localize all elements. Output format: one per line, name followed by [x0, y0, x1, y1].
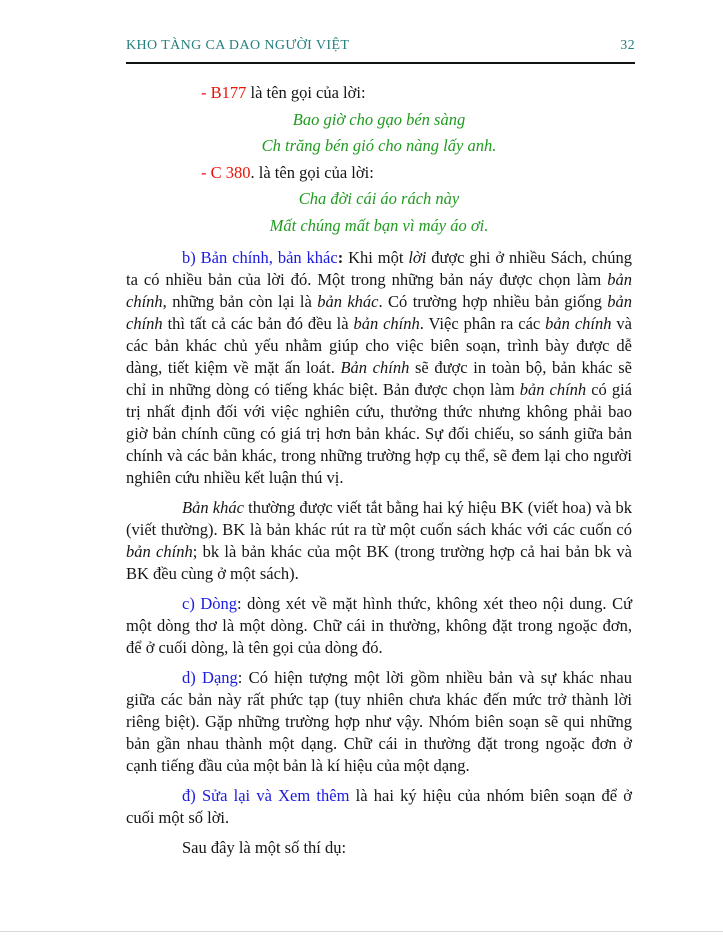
text-segment: Bản chính: [340, 358, 410, 377]
text-segment: : dòng xét về mặt hình thức, không xét theo nội dung. Cứ một dòng thơ là một dòng. Chữ cái in thường, không đặt trong ngoặc đơn, để ở cuối dòng, là tên gọi của dòng đó.: [126, 594, 633, 657]
text-segment: :: [337, 248, 344, 267]
text-segment: bản chính: [519, 380, 587, 399]
example-intro: [126, 160, 632, 187]
page-content: [126, 80, 632, 859]
text-segment: Sau đây là một số thí dụ:: [182, 838, 347, 857]
text-segment: d) Dạng: [182, 668, 238, 687]
text-segment: đ) Sửa lại và Xem thêm: [182, 786, 350, 805]
example-intro: [126, 80, 632, 107]
text-segment: Bản khác: [182, 498, 244, 517]
text-segment: là tên gọi của lời:: [246, 83, 366, 102]
text-segment: c) Dòng: [182, 594, 238, 613]
text-segment: bản chính: [545, 314, 612, 333]
text-segment: bản chính: [353, 314, 420, 333]
verse-line: Mất chúng mất bạn vì máy áo ơi.: [269, 215, 489, 235]
paragraph-c: [126, 593, 632, 659]
paragraph-ban-khac: [126, 497, 632, 585]
text-segment: . là tên gọi của lời:: [250, 162, 374, 182]
text-segment: có giá trị nhất định đối với việc nghiên cứu, thưởng thức nhưng không phải bao giờ bản chính cũng có giá trị hơn bản khác. Sự đối chiếu, so sánh giữa bản chính và các bản khác, trong những trường hợp cụ thể, sẽ đem lại cho người nghiên cứu nhiều kết luận thú vị.: [126, 380, 632, 487]
text-segment: bản chính: [126, 542, 193, 561]
page-number: 32: [620, 38, 635, 53]
paragraph-b: [126, 247, 632, 489]
page-bottom-border: [0, 931, 723, 932]
text-segment: - B177: [201, 83, 247, 102]
closing-line: [126, 837, 632, 859]
paragraph-dd: [126, 785, 632, 829]
text-segment: bản khác: [317, 292, 379, 311]
text-segment: Khi một: [343, 248, 409, 267]
text-segment: là hai ký hiệu của nhóm biên soạn để ở cuối một số lời.: [126, 786, 633, 827]
text-segment: ; bk là bản khác của một BK (trong trường hợp cả hai bản bk và BK đều cùng ở một sách).: [126, 542, 632, 583]
text-segment: b) Bản chính, bản khác: [182, 248, 338, 267]
text-segment: được ghi ở nhiều Sách, chúng ta có nhiều bản của lời đó. Một trong những bản náy được chọn làm: [126, 248, 632, 289]
text-segment: . Có trường hợp nhiều bản giống: [378, 292, 608, 311]
example-block-c380: [126, 160, 632, 240]
paragraph-d: [126, 667, 632, 777]
header-rule: [126, 62, 635, 64]
text-segment: - C 380: [201, 162, 251, 182]
text-segment: bản chính: [126, 292, 632, 333]
verse-line: Ch trăng bén gió cho nàng lấy anh.: [261, 136, 497, 155]
text-segment: lời: [408, 248, 427, 267]
text-segment: . Việc phân ra các: [419, 314, 546, 333]
text-segment: thường được viết tắt bằng hai ký hiệu BK (viết hoa) và bk (viết thường). BK là bản khác rút ra từ một cuốn sách khác với các cuốn có: [126, 498, 632, 539]
text-segment: , những bản còn lại là: [162, 292, 318, 311]
text-segment: : Có hiện tượng một lời gồm nhiều bản và sự khác nhau giữa các bản này rất phức tạp (tuy nhiên chưa khác đến mức trở thành lời riêng biệt). Gặp những trường hợp như vậy. Nhóm biên soạn sẽ qui những bản gần nhau thành một dạng. Chữ cái in thường đặt trong ngoặc đơn ở cạnh tiếng đầu của một bản là kí hiệu của một dạng.: [126, 668, 632, 775]
verse-line: Bao giờ cho gạo bén sàng: [292, 109, 466, 129]
example-block-b177: [126, 80, 632, 160]
text-segment: sẽ được in toàn bộ, bản khác sẽ chỉ in những dòng có tiếng khác biệt. Bản được chọn làm: [126, 358, 632, 399]
text-segment: thì tất cả các bản đó đều là: [162, 314, 354, 333]
page-header: [126, 38, 635, 54]
running-title: KHO TÀNG CA DAO NGƯỜI VIỆT: [126, 38, 350, 53]
text-segment: và các bản khác chủ yếu nhằm giúp cho việc biên soạn, trình bày được dễ dàng, tiết kiệm về mặt ấn loát.: [126, 314, 632, 377]
verse-line: Cha đời cái áo rách này: [298, 189, 460, 208]
text-segment: bản chính: [126, 270, 632, 311]
